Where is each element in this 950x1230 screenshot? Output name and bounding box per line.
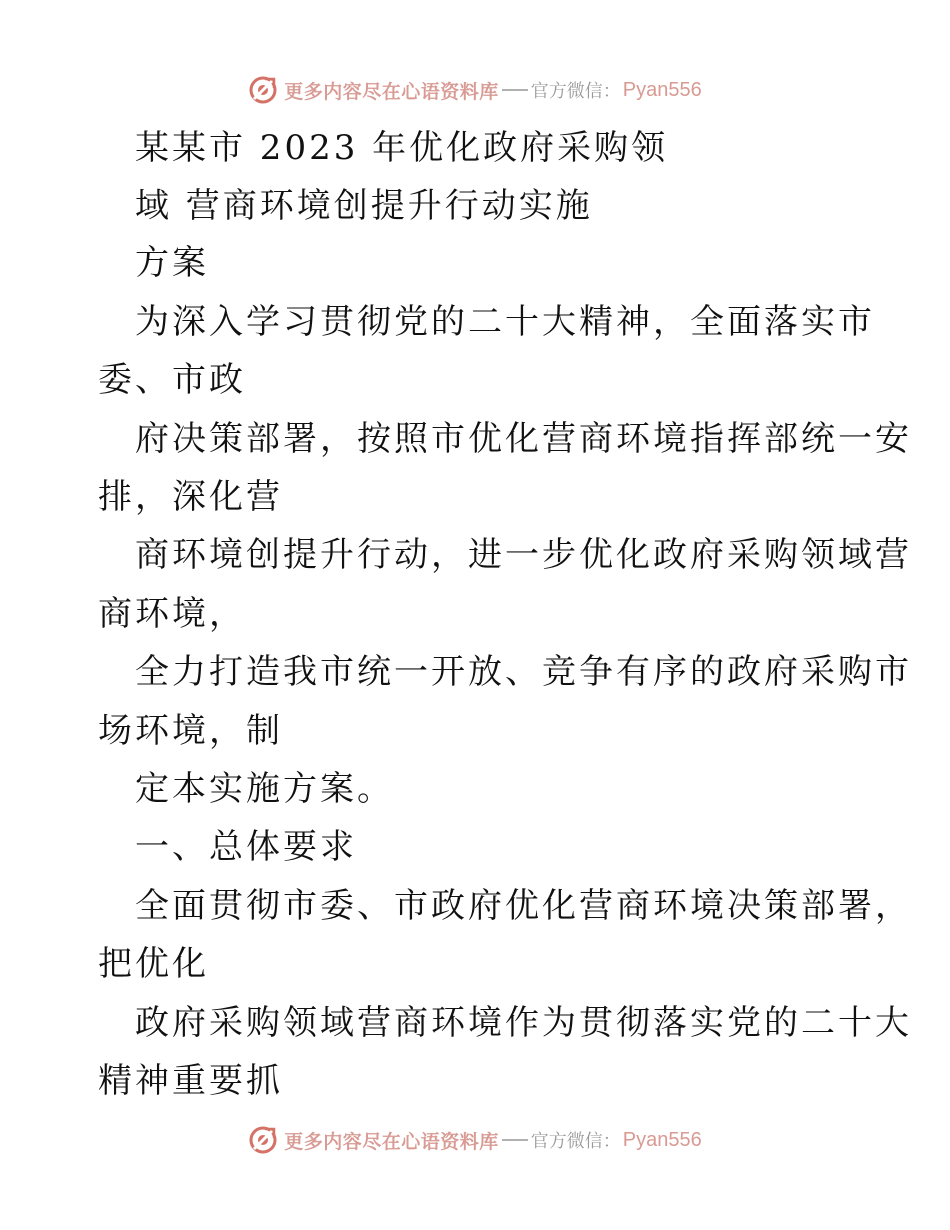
paragraph-line: 商环境， bbox=[98, 594, 246, 634]
paragraph-line: 定本实施方案。 bbox=[135, 769, 394, 809]
paragraph-line: 政府采购领域营商环境作为贯彻落实党的二十大 bbox=[135, 1003, 912, 1043]
banner-text: 更多内容尽在心语资料库 bbox=[284, 80, 499, 103]
doc-title-line: 域 营商环境创提升行动实施 bbox=[135, 186, 593, 226]
wechat-id: Pyan556 bbox=[622, 1128, 702, 1151]
wechat-label: 官方微信： bbox=[530, 1131, 621, 1152]
paragraph-line: 商环境创提升行动，进一步优化政府采购领域营 bbox=[135, 535, 912, 575]
paragraph-line: 排，深化营 bbox=[98, 477, 283, 517]
section-heading: 一、总体要求 bbox=[135, 827, 357, 867]
footer-banner bbox=[0, 1122, 950, 1158]
wechat-id: Pyan556 bbox=[622, 78, 702, 101]
paragraph-line: 为深入学习贯彻党的二十大精神，全面落实市 bbox=[135, 302, 875, 342]
paragraph-line: 府决策部署，按照市优化营商环境指挥部统一安 bbox=[135, 419, 912, 459]
paragraph-line: 委、市政 bbox=[98, 360, 246, 400]
paragraph-line: 全面贯彻市委、市政府优化营商环境决策部署， bbox=[135, 886, 912, 926]
paragraph-line: 精神重要抓 bbox=[98, 1061, 283, 1101]
paragraph-line: 全力打造我市统一开放、竞争有序的政府采购市 bbox=[135, 652, 912, 692]
doc-title-line: 方案 bbox=[135, 243, 209, 283]
paragraph-line: 场环境，制 bbox=[98, 711, 283, 751]
paragraph-line: 把优化 bbox=[98, 944, 209, 984]
banner-text: 更多内容尽在心语资料库 bbox=[284, 1130, 499, 1153]
brand-logo-icon bbox=[248, 1125, 278, 1155]
wechat-label: 官方微信： bbox=[530, 81, 621, 102]
banner-divider bbox=[502, 89, 528, 91]
header-banner bbox=[0, 72, 950, 108]
brand-logo-icon bbox=[248, 75, 278, 105]
banner-divider bbox=[502, 1139, 528, 1141]
doc-title-line: 某某市 2023 年优化政府采购领 bbox=[135, 128, 669, 168]
